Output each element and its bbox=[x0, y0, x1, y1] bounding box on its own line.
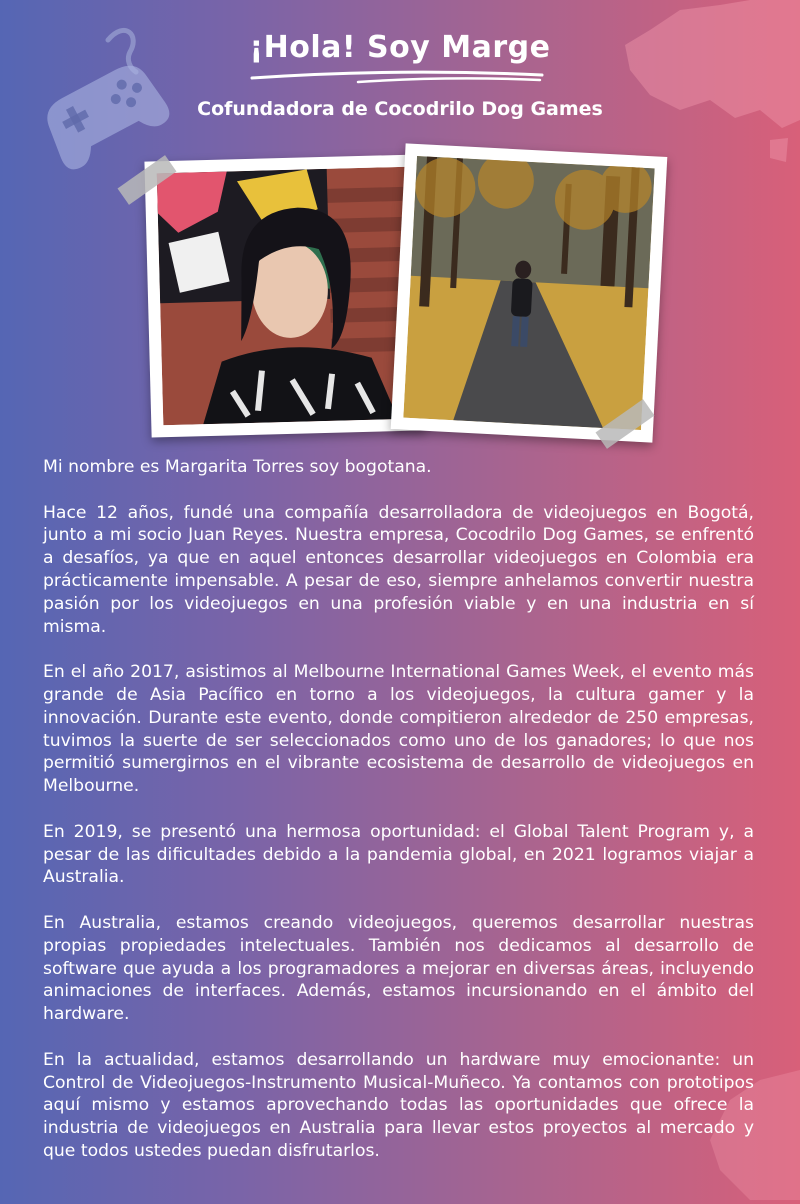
page-subtitle: Cofundadora de Cocodrilo Dog Games bbox=[197, 98, 603, 120]
paragraph: En la actualidad, estamos desarrollando un hardware muy emocionante: un Control de Videojuegos-Instrumento Musical-Muñeco. Ya contamos con prototipos aquí mismo y estamos aprovechando todas las oportunidades que ofrece la industria de videojuegos en Australia para llevar estos proyectos al mercado y que todos ustedes puedan disfrutarlos. bbox=[43, 1049, 754, 1161]
paragraph: En 2019, se presentó una hermosa oportunidad: el Global Talent Program y, a pesar de las dificultades debido a la pandemia global, en 2021 logramos viajar a Australia. bbox=[43, 821, 754, 888]
paragraph: Hace 12 años, fundé una compañía desarrolladora de videojuegos en Bogotá, junto a mi socio Juan Reyes. Nuestra empresa, Cocodrilo Dog Games, se enfrentó a desafíos, ya que en aquel entonces desarrollar videojuegos en Colombia era prácticamente impensable. A pesar de eso, siempre anhelamos convertir nuestra pasión por los videojuegos en una profesión viable y en una industria en sí misma. bbox=[43, 502, 754, 637]
page-title: ¡Hola! Soy Marge bbox=[249, 30, 551, 65]
title-underline bbox=[248, 66, 548, 86]
paragraph: Mi nombre es Margarita Torres soy bogotana. bbox=[43, 457, 432, 477]
bio-text bbox=[43, 456, 754, 1186]
portrait-photo bbox=[144, 154, 425, 437]
paragraph: En el año 2017, asistimos al Melbourne International Games Week, el evento más grande de Asia Pacífico en torno a los videojuegos, la cultura gamer y la innovación. Durante este evento, donde compitieron alrededor de 250 empresas, tuvimos la suerte de ser seleccionados como uno de los ganadores; lo que nos permitió sumergirnos en el vibrante ecosistema de desarrollo de videojuegos en Melbourne. bbox=[43, 662, 754, 797]
australia-map-shape bbox=[610, 0, 800, 174]
paragraph: En Australia, estamos creando videojuegos, queremos desarrollar nuestras propias propiedades intelectuales. También nos dedicamos al desarrollo de software que ayuda a los programadores a mejorar en diversas áreas, incluyendo animaciones de interfaces. Además, estamos incursionando en el ámbito del hardware. bbox=[43, 912, 754, 1025]
park-photo bbox=[391, 143, 668, 442]
